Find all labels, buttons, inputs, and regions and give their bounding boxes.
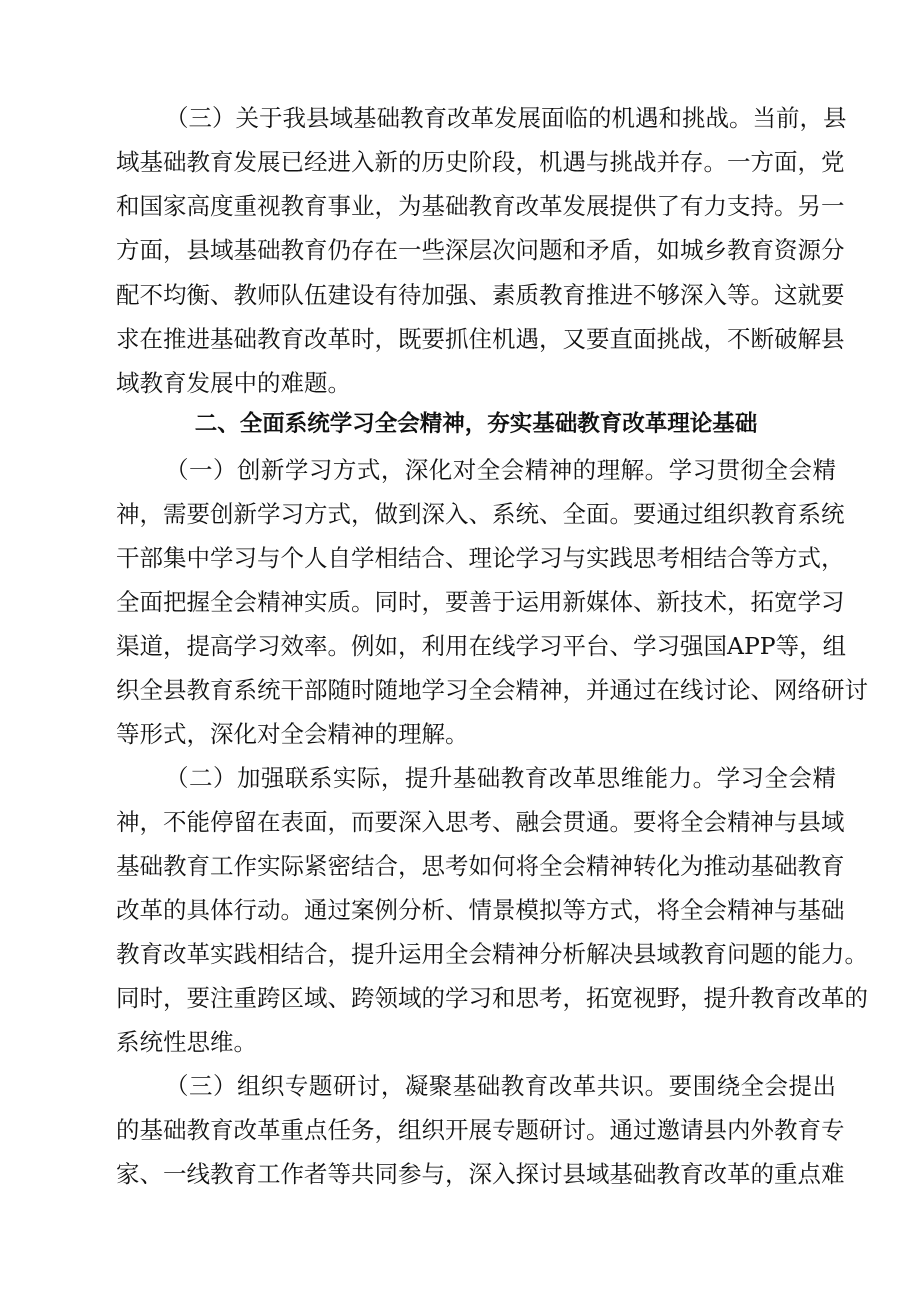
paragraph-line: 渠道，提高学习效率。例如，利用在线学习平台、学习强国APP等，组 <box>116 632 847 660</box>
paragraph-line: （三）关于我县域基础教育改革发展面临的机遇和挑战。当前，县 <box>165 104 847 132</box>
paragraph-line: 等形式，深化对全会精神的理解。 <box>116 720 469 748</box>
paragraph-line: 系统性思维。 <box>116 1028 257 1056</box>
paragraph-line: （二）加强联系实际，提升基础教育改革思维能力。学习全会精 <box>165 764 836 792</box>
paragraph-line: （三）组织专题研讨，凝聚基础教育改革共识。要围绕全会提出 <box>165 1072 836 1100</box>
paragraph-line: 教育改革实践相结合，提升运用全会精神分析解决县域教育问题的能力。 <box>116 940 868 968</box>
paragraph-line: 织全县教育系统干部随时随地学习全会精神，并通过在线讨论、网络研讨 <box>116 676 868 704</box>
paragraph-line: 神，需要创新学习方式，做到深入、系统、全面。要通过组织教育系统 <box>116 500 845 528</box>
paragraph-line: 域教育发展中的难题。 <box>116 369 351 397</box>
paragraph-line: 域基础教育发展已经进入新的历史阶段，机遇与挑战并存。一方面，党 <box>116 148 845 176</box>
paragraph-line: 全面把握全会精神实质。同时，要善于运用新媒体、新技术，拓宽学习 <box>116 588 845 616</box>
section-heading: 二、全面系统学习全会精神，夯实基础教育改革理论基础 <box>194 411 758 437</box>
paragraph-line: 同时，要注重跨区域、跨领域的学习和思考，拓宽视野，提升教育改革的 <box>116 984 868 1012</box>
paragraph-line: （一）创新学习方式，深化对全会精神的理解。学习贯彻全会精 <box>165 456 836 484</box>
paragraph-line: 基础教育工作实际紧密结合，思考如何将全会精神转化为推动基础教育 <box>116 852 845 880</box>
paragraph-line: 的基础教育改革重点任务，组织开展专题研讨。通过邀请县内外教育专 <box>116 1116 845 1144</box>
paragraph-line: 方面，县域基础教育仍存在一些深层次问题和矛盾，如城乡教育资源分 <box>116 236 845 264</box>
paragraph-line: 和国家高度重视教育事业，为基础教育改革发展提供了有力支持。另一 <box>116 192 845 220</box>
paragraph-line: 神，不能停留在表面，而要深入思考、融会贯通。要将全会精神与县域 <box>116 808 845 836</box>
paragraph-line: 干部集中学习与个人自学相结合、理论学习与实践思考相结合等方式， <box>116 544 845 572</box>
paragraph-line: 改革的具体行动。通过案例分析、情景模拟等方式，将全会精神与基础 <box>116 896 845 924</box>
paragraph-line: 配不均衡、教师队伍建设有待加强、素质教育推进不够深入等。这就要 <box>116 281 845 309</box>
paragraph-line: 求在推进基础教育改革时，既要抓住机遇，又要直面挑战，不断破解县 <box>116 325 845 353</box>
paragraph-line: 家、一线教育工作者等共同参与，深入探讨县域基础教育改革的重点难 <box>116 1160 845 1188</box>
